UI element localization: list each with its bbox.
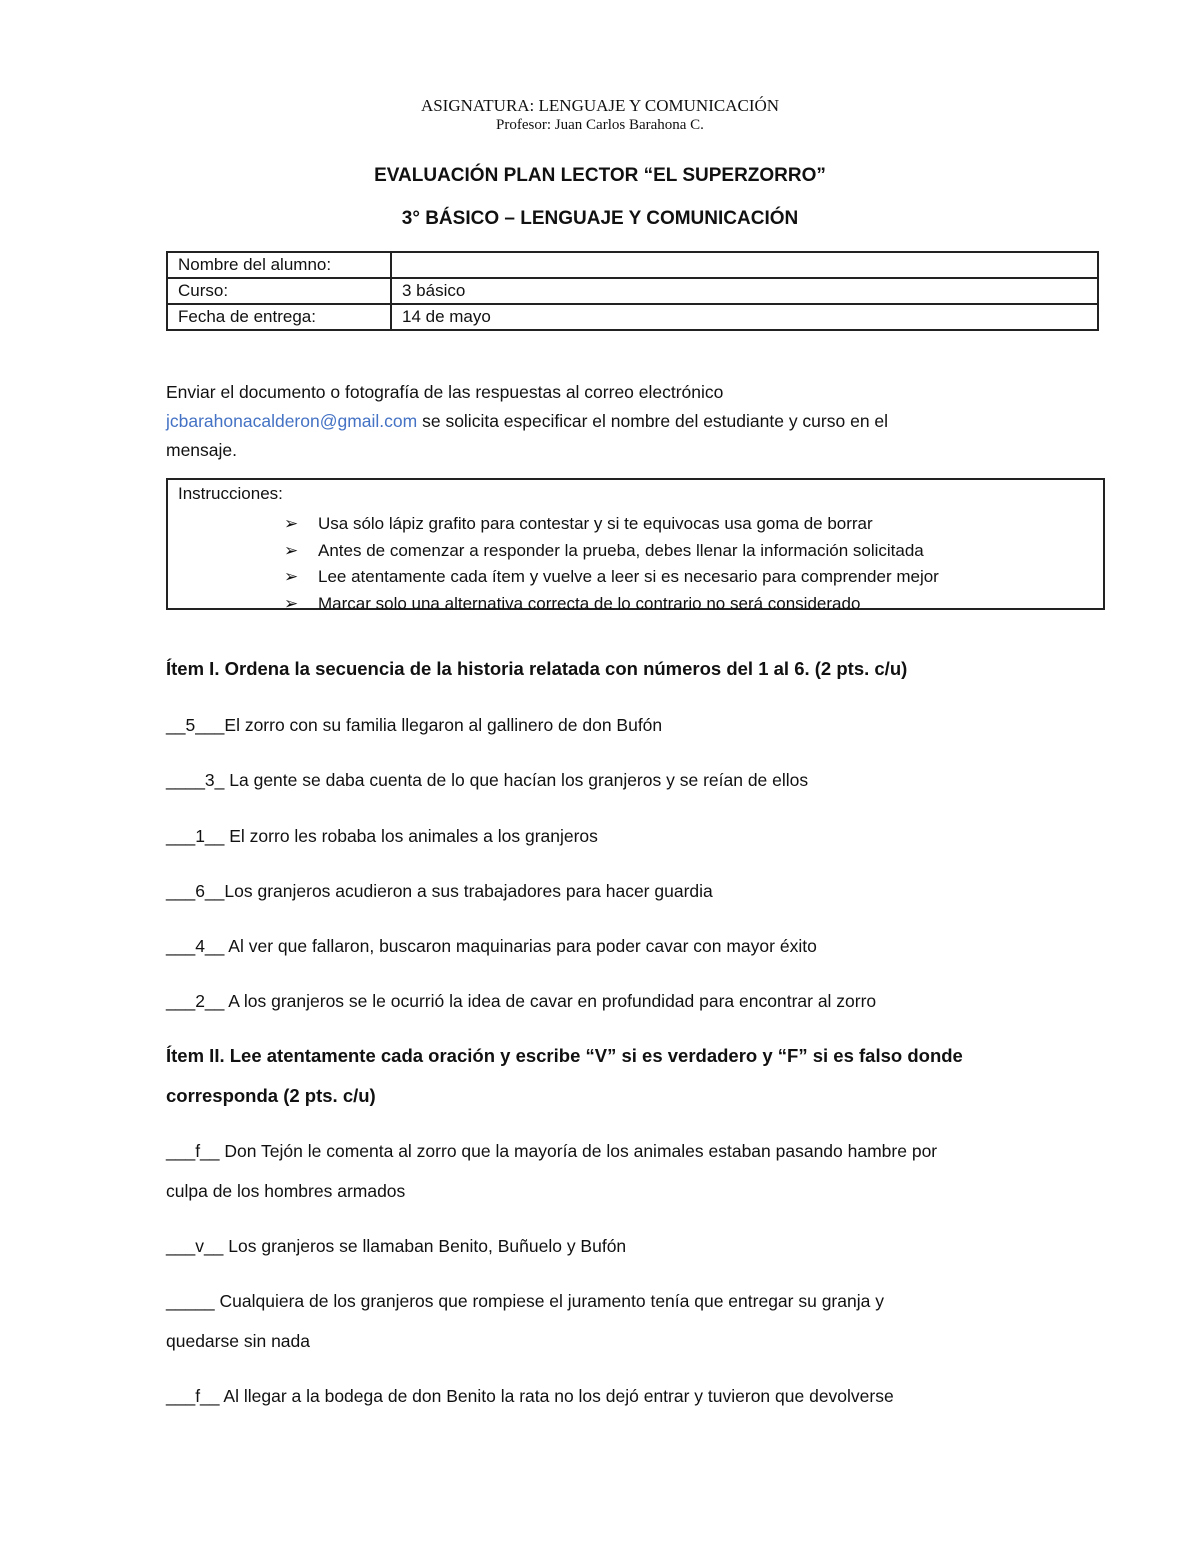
course-value[interactable]: 3 básico bbox=[391, 278, 1098, 304]
list-item bbox=[284, 538, 939, 565]
instructions-list bbox=[284, 511, 939, 617]
item-2-heading-line-1: Ítem II. Lee atentamente cada oración y escribe “V” si es verdadero y “F” si es falso donde bbox=[166, 1045, 963, 1066]
list-item bbox=[284, 564, 939, 591]
page-title: EVALUACIÓN PLAN LECTOR “EL SUPERZORRO” bbox=[374, 165, 826, 186]
item-1-line-1[interactable]: __5___El zorro con su familia llegaron al gallinero de don Bufón bbox=[166, 715, 663, 735]
instruction-text: Antes de comenzar a responder la prueba, debes llenar la información solicitada bbox=[318, 540, 924, 560]
course-label: Curso: bbox=[167, 278, 391, 304]
arrowhead-bullet-icon: ➢ bbox=[284, 593, 299, 613]
grade-subtitle: 3° BÁSICO – LENGUAJE Y COMUNICACIÓN bbox=[401, 208, 799, 229]
arrowhead-bullet-icon: ➢ bbox=[284, 514, 299, 533]
arrowhead-bullet-icon: ➢ bbox=[284, 567, 299, 586]
item-1-line-6[interactable]: ___2__ A los granjeros se le ocurrió la idea de cavar en profundidad para encontrar al zorro bbox=[166, 991, 877, 1011]
due-date-value[interactable]: 14 de mayo bbox=[391, 304, 1098, 330]
email-link[interactable]: jcbarahonacalderon@gmail.com bbox=[166, 411, 418, 431]
item-1-line-2[interactable]: ____3_ La gente se daba cuenta de lo que hacían los granjeros y se reían de ellos bbox=[166, 770, 809, 790]
item-2-question-1-continued: culpa de los hombres armados bbox=[166, 1181, 406, 1201]
item-2-heading-line-2: corresponda (2 pts. c/u) bbox=[166, 1085, 376, 1106]
item-2-question-1[interactable]: ___f__ Don Tejón le comenta al zorro que la mayoría de los animales estaban pasando hambre por bbox=[166, 1141, 938, 1161]
list-item bbox=[284, 511, 939, 538]
table-row bbox=[167, 252, 1098, 278]
item-1-heading: Ítem I. Ordena la secuencia de la historia relatada con números del 1 al 6. (2 pts. c/u) bbox=[166, 658, 908, 679]
submission-line-3: mensaje. bbox=[166, 440, 238, 460]
submission-line-1: Enviar el documento o fotografía de las respuestas al correo electrónico bbox=[166, 382, 724, 402]
instruction-text: Marcar solo una alternativa correcta de lo contrario no será considerado bbox=[318, 593, 861, 613]
student-name-field[interactable] bbox=[391, 252, 1098, 278]
instructions-title: Instrucciones: bbox=[178, 484, 283, 503]
instruction-text: Usa sólo lápiz grafito para contestar y si te equivocas usa goma de borrar bbox=[318, 514, 873, 533]
item-2-question-3-continued: quedarse sin nada bbox=[166, 1331, 310, 1351]
submission-text bbox=[166, 378, 1046, 465]
table-row bbox=[167, 278, 1098, 304]
instruction-text: Lee atentamente cada ítem y vuelve a leer si es necesario para comprender mejor bbox=[318, 567, 939, 586]
item-1-line-3[interactable]: ___1__ El zorro les robaba los animales a los granjeros bbox=[166, 826, 598, 846]
item-2-question-4[interactable]: ___f__ Al llegar a la bodega de don Benito la rata no los dejó entrar y tuvieron que devolverse bbox=[166, 1386, 894, 1406]
item-2-question-3[interactable]: _____ Cualquiera de los granjeros que rompiese el juramento tenía que entregar su granja y bbox=[166, 1291, 884, 1311]
item-1-line-5[interactable]: ___4__ Al ver que fallaron, buscaron maquinarias para poder cavar con mayor éxito bbox=[166, 936, 817, 956]
student-info-table bbox=[166, 251, 1099, 331]
submission-line-2: se solicita especificar el nombre del estudiante y curso en el bbox=[417, 411, 889, 431]
due-date-label: Fecha de entrega: bbox=[167, 304, 391, 330]
student-name-label: Nombre del alumno: bbox=[167, 252, 391, 278]
arrowhead-bullet-icon: ➢ bbox=[284, 540, 299, 560]
teacher-line: Profesor: Juan Carlos Barahona C. bbox=[496, 117, 704, 133]
item-1-line-4[interactable]: ___6__Los granjeros acudieron a sus trabajadores para hacer guardia bbox=[166, 881, 713, 901]
instructions-box bbox=[166, 478, 1105, 613]
item-2-question-2[interactable]: ___v__ Los granjeros se llamaban Benito, Buñuelo y Bufón bbox=[166, 1236, 627, 1256]
list-item bbox=[284, 591, 939, 618]
subject-line: ASIGNATURA: LENGUAJE Y COMUNICACIÓN bbox=[420, 96, 780, 115]
table-row bbox=[167, 304, 1098, 330]
